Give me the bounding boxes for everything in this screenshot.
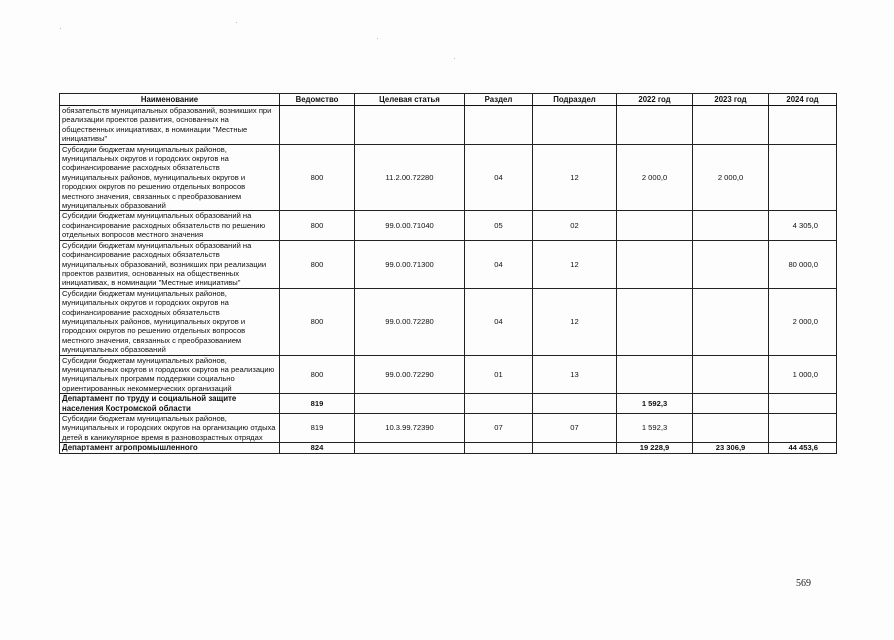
cell-2023 [693,106,769,145]
table-row [60,414,837,443]
cell-2022 [617,211,693,240]
table-header-row [60,94,837,106]
cell-department: 800 [280,240,355,288]
table-row [60,211,837,240]
cell-2022 [617,240,693,288]
header-subsection: Подраздел [533,94,617,106]
cell-subsection: 13 [533,355,617,394]
cell-target-article [355,443,465,453]
cell-name: Субсидии бюджетам муниципальных образований на софинансирование расходных обязательств муниципальных образований, возникших при реализации проектов развития, основанных на общественных инициативах, в номинации "Местные инициативы" [60,240,280,288]
header-2023: 2023 год [693,94,769,106]
cell-name: обязательств муниципальных образований, возникших при реализации проектов развития, основанных на общественных инициативах, в номинации "Местные инициативы" [60,106,280,145]
cell-department: 800 [280,355,355,394]
cell-section [465,106,533,145]
table-row [60,394,837,414]
cell-2022: 1 592,3 [617,394,693,414]
table-row [60,355,837,394]
cell-2024 [769,394,837,414]
cell-target-article: 99.0.00.72290 [355,355,465,394]
header-department: Ведомство [280,94,355,106]
header-target-article: Целевая статья [355,94,465,106]
scan-speck [454,58,455,59]
cell-department: 819 [280,394,355,414]
cell-department: 819 [280,414,355,443]
cell-name: Субсидии бюджетам муниципальных районов, муниципальных округов и городских округов на софинансирование расходных обязательств муниципальных районов, муниципальных округов и городских округов по решению отдельных вопросов местного значения, связанных с преобразованием муниципальных образований [60,288,280,355]
cell-target-article [355,106,465,145]
cell-section: 04 [465,144,533,211]
scan-speck [377,38,378,39]
header-section: Раздел [465,94,533,106]
cell-subsection [533,106,617,145]
cell-2022 [617,355,693,394]
cell-department: 800 [280,144,355,211]
cell-2022: 19 228,9 [617,443,693,453]
cell-target-article: 99.0.00.71300 [355,240,465,288]
cell-department [280,106,355,145]
cell-2024: 2 000,0 [769,288,837,355]
cell-2023 [693,355,769,394]
table-row [60,443,837,453]
cell-2024: 44 453,6 [769,443,837,453]
cell-2022: 2 000,0 [617,144,693,211]
cell-2024 [769,144,837,211]
cell-2023: 2 000,0 [693,144,769,211]
cell-name: Субсидии бюджетам муниципальных районов, муниципальных округов и городских округов на софинансирование расходных обязательств муниципальных районов, муниципальных округов и городских округов по решению отдельных вопросов местного значения, связанных с преобразованием муниципальных образований [60,144,280,211]
cell-name: Департамент по труду и социальной защите населения Костромской области [60,394,280,414]
budget-table [59,93,837,454]
cell-2023 [693,414,769,443]
table-row [60,106,837,145]
cell-2023 [693,394,769,414]
cell-subsection [533,394,617,414]
cell-2024: 4 305,0 [769,211,837,240]
cell-department: 824 [280,443,355,453]
cell-subsection [533,443,617,453]
scan-speck [236,22,237,23]
cell-2024: 80 000,0 [769,240,837,288]
cell-subsection: 02 [533,211,617,240]
cell-section: 05 [465,211,533,240]
cell-2023 [693,288,769,355]
cell-section [465,394,533,414]
cell-name: Субсидии бюджетам муниципальных районов, муниципальных округов и городских округов на реализацию муниципальных программ поддержки социально ориентированных некоммерческих организаций [60,355,280,394]
cell-target-article: 99.0.00.72280 [355,288,465,355]
page-number: 569 [796,578,811,589]
cell-2022 [617,288,693,355]
cell-section: 04 [465,288,533,355]
cell-target-article [355,394,465,414]
table-row [60,240,837,288]
cell-2024: 1 000,0 [769,355,837,394]
cell-section: 04 [465,240,533,288]
scan-speck [60,28,61,29]
cell-2023: 23 306,9 [693,443,769,453]
cell-name: Департамент агропромышленного [60,443,280,453]
cell-target-article: 99.0.00.71040 [355,211,465,240]
header-2024: 2024 год [769,94,837,106]
cell-target-article: 10.3.99.72390 [355,414,465,443]
cell-subsection: 12 [533,288,617,355]
cell-target-article: 11.2.00.72280 [355,144,465,211]
cell-section: 01 [465,355,533,394]
cell-2022: 1 592,3 [617,414,693,443]
cell-department: 800 [280,288,355,355]
cell-subsection: 12 [533,240,617,288]
cell-2024 [769,106,837,145]
cell-subsection: 12 [533,144,617,211]
table-row [60,288,837,355]
table-row [60,144,837,211]
cell-section: 07 [465,414,533,443]
cell-name: Субсидии бюджетам муниципальных образований на софинансирование расходных обязательств по решению отдельных вопросов местного значения [60,211,280,240]
header-name: Наименование [60,94,280,106]
cell-subsection: 07 [533,414,617,443]
cell-section [465,443,533,453]
cell-2024 [769,414,837,443]
cell-2023 [693,211,769,240]
cell-2022 [617,106,693,145]
cell-2023 [693,240,769,288]
cell-name: Субсидии бюджетам муниципальных районов, муниципальных и городских округов на организацию отдыха детей в каникулярное время в разновозрастных отрядах [60,414,280,443]
cell-department: 800 [280,211,355,240]
header-2022: 2022 год [617,94,693,106]
